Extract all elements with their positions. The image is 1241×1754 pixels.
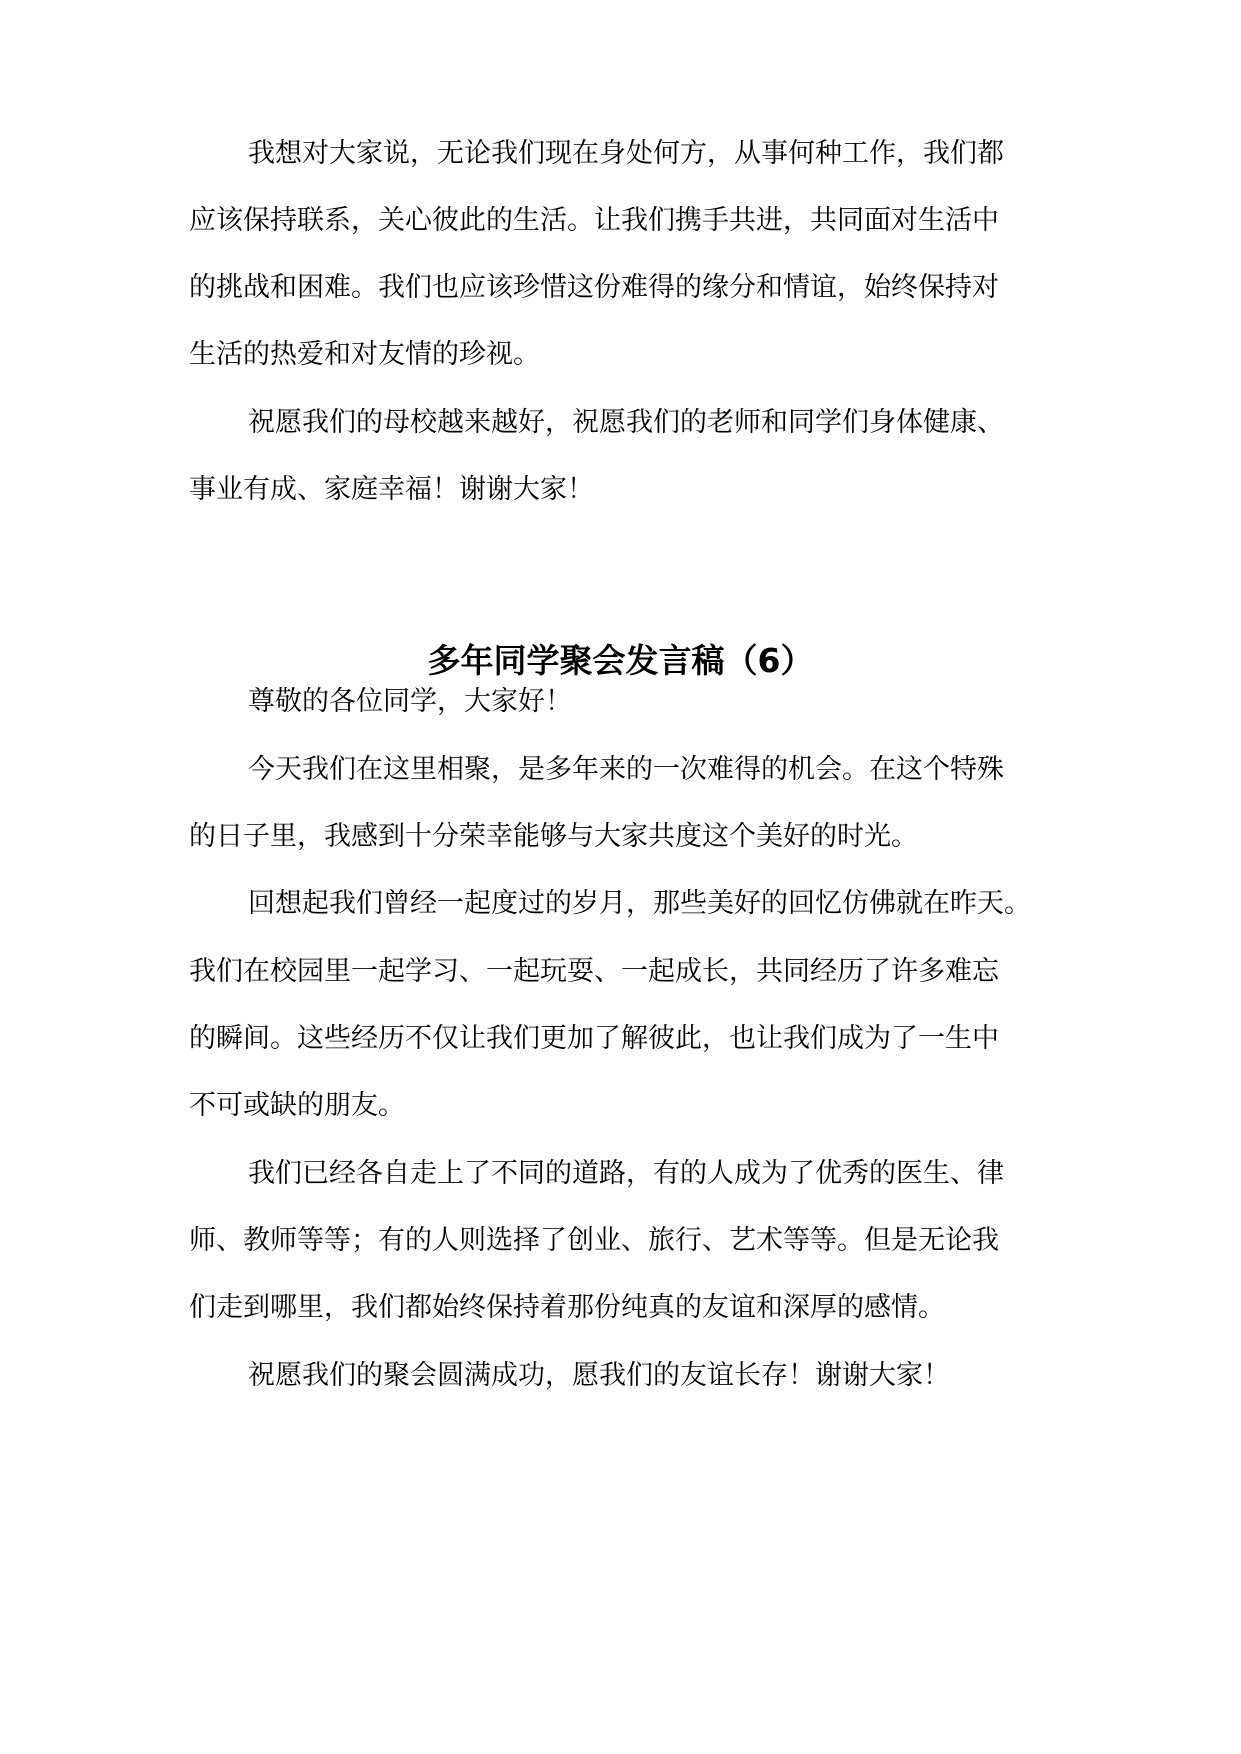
paragraph-line: 不可或缺的朋友。 [189, 1090, 405, 1121]
paragraph-line: 的瞬间。这些经历不仅让我们更加了解彼此，也让我们成为了一生中 [189, 1023, 999, 1054]
paragraph-line: 的挑战和困难。我们也应该珍惜这份难得的缘分和情谊，始终保持对 [189, 272, 999, 303]
paragraph-line: 的日子里，我感到十分荣幸能够与大家共度这个美好的时光。 [189, 821, 918, 852]
paragraph-line: 今天我们在这里相聚，是多年来的一次难得的机会。在这个特殊 [248, 754, 1004, 785]
greeting-line: 尊敬的各位同学，大家好！ [248, 686, 572, 717]
paragraph-line: 我想对大家说，无论我们现在身处何方，从事何种工作，我们都 [248, 138, 1004, 169]
paragraph-line: 回想起我们曾经一起度过的岁月，那些美好的回忆仿佛就在昨天。 [248, 888, 1031, 919]
paragraph-line: 生活的热爱和对友情的珍视。 [189, 339, 540, 370]
paragraph-line: 我们已经各自走上了不同的道路，有的人成为了优秀的医生、律 [248, 1158, 1004, 1189]
closing-line: 祝愿我们的聚会圆满成功，愿我们的友谊长存！谢谢大家！ [248, 1360, 950, 1391]
paragraph-line: 祝愿我们的母校越来越好，祝愿我们的老师和同学们身体健康、 [248, 407, 1004, 438]
section-heading: 多年同学聚会发言稿（6） [427, 641, 814, 680]
paragraph-line: 应该保持联系，关心彼此的生活。让我们携手共进，共同面对生活中 [189, 205, 999, 236]
paragraph-line: 师、教师等等；有的人则选择了创业、旅行、艺术等等。但是无论我 [189, 1225, 999, 1256]
paragraph-line: 事业有成、家庭幸福！谢谢大家！ [189, 474, 594, 505]
paragraph-line: 们走到哪里，我们都始终保持着那份纯真的友谊和深厚的感情。 [189, 1292, 945, 1323]
paragraph-line: 我们在校园里一起学习、一起玩耍、一起成长，共同经历了许多难忘 [189, 956, 999, 987]
